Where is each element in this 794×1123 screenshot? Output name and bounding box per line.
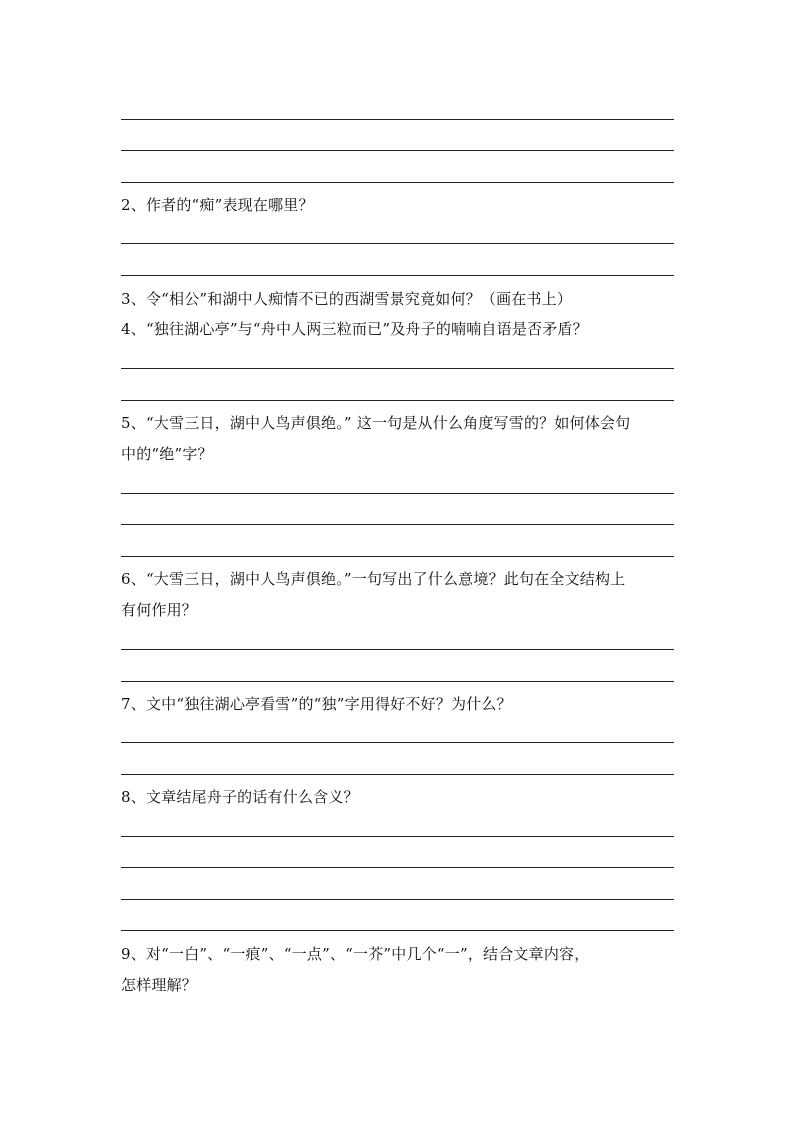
question-4 (121, 314, 676, 345)
question-6-line-2: 有何作用？ (121, 601, 198, 619)
answer-line (121, 681, 674, 682)
question-7-line-1: 7、文中“独往湖心亭看雪”的“独”字用得好不好？为什么？ (121, 695, 512, 713)
answer-line (121, 742, 674, 743)
question-4-line-1: 4、“独往湖心亭”与“舟中人两三粒而已”及舟子的喃喃自语是否矛盾？ (121, 320, 588, 338)
question-6-line-1: 6、“大雪三日，湖中人鸟声俱绝。”一句写出了什么意境？此句在全文结构上 (121, 570, 626, 588)
answer-line (121, 556, 674, 557)
question-6 (121, 564, 676, 626)
question-2 (121, 190, 676, 221)
answer-line (121, 275, 674, 276)
answer-line (121, 493, 674, 494)
question-7 (121, 689, 676, 720)
answer-line (121, 774, 674, 775)
question-5-line-2: 中的“绝”字？ (121, 445, 213, 463)
answer-line (121, 182, 674, 183)
answer-line (121, 524, 674, 525)
question-9-line-2: 怎样理解？ (121, 976, 198, 994)
question-2-line-1: 2、作者的“痴”表现在哪里？ (121, 196, 314, 214)
answer-line (121, 400, 674, 401)
question-8 (121, 782, 676, 813)
answer-line (121, 867, 674, 868)
question-9-line-1: 9、对“一白”、“一痕”、“一点”、“一芥”中几个“一”，结合文章内容， (121, 945, 590, 963)
answer-line (121, 119, 674, 120)
answer-line (121, 899, 674, 900)
question-3-line-1: 3、令“相公”和湖中人痴情不已的西湖雪景究竟如何？（画在书上） (121, 290, 573, 308)
answer-line (121, 368, 674, 369)
answer-line (121, 649, 674, 650)
answer-line (121, 930, 674, 931)
question-8-line-1: 8、文章结尾舟子的话有什么含义？ (121, 788, 359, 806)
answer-line (121, 150, 674, 151)
answer-line (121, 836, 674, 837)
question-3 (121, 284, 676, 315)
question-5 (121, 408, 676, 470)
answer-line (121, 243, 674, 244)
question-9 (121, 939, 676, 1001)
question-5-line-1: 5、“大雪三日，湖中人鸟声俱绝。” 这一句是从什么角度写雪的？如何体会句 (121, 414, 631, 432)
